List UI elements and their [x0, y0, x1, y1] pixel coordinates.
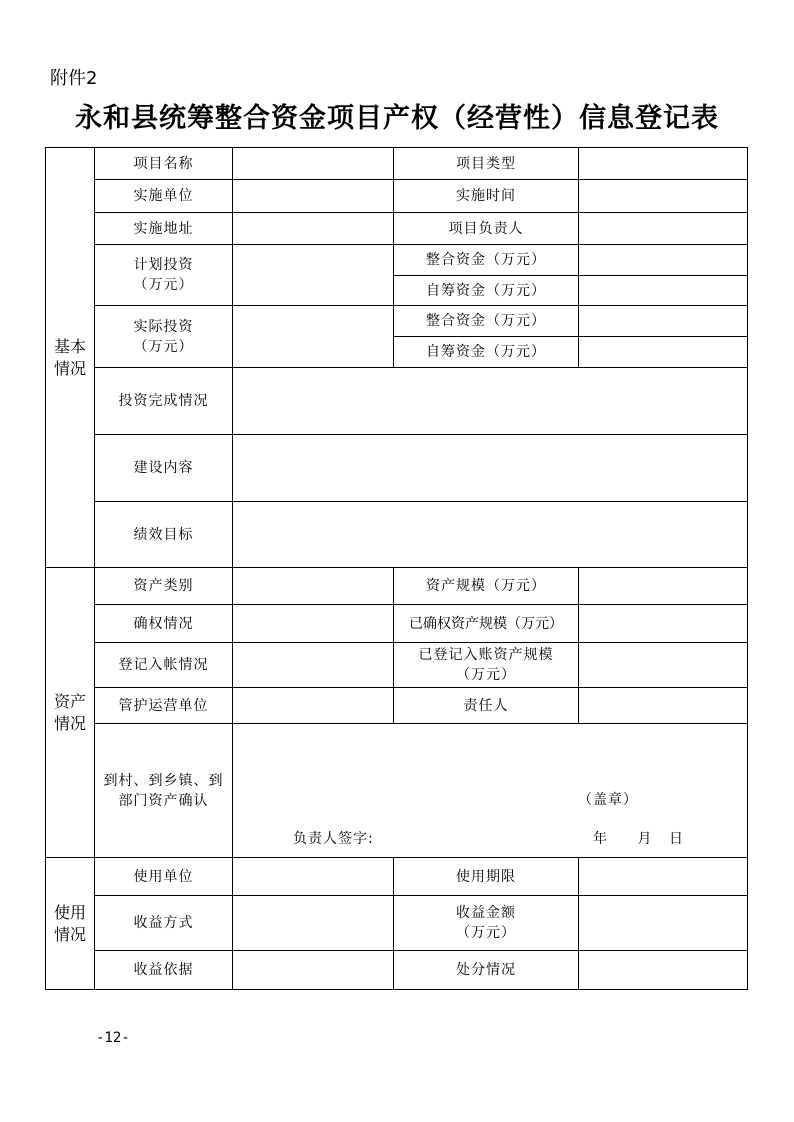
- section-basic: 基本 情况: [46, 148, 95, 568]
- label-impl-unit: 实施单位: [95, 180, 233, 213]
- registration-form-table: [45, 147, 748, 990]
- field-impl-time[interactable]: [579, 180, 747, 213]
- label-confirmation: 到村、到乡镇、到 部门资产确认: [95, 724, 233, 858]
- field-planned-invest[interactable]: [233, 245, 394, 306]
- label-responsible: 责任人: [394, 688, 579, 724]
- date-line: [580, 829, 684, 849]
- field-operator[interactable]: [233, 688, 394, 724]
- form-title: 永和县统筹整合资金项目产权（经营性）信息登记表: [75, 103, 719, 134]
- field-project-name[interactable]: [233, 148, 394, 180]
- field-planned-integrated[interactable]: [579, 245, 747, 276]
- field-impl-address[interactable]: [233, 213, 394, 245]
- field-use-period[interactable]: [579, 858, 747, 896]
- field-disposal[interactable]: [579, 951, 747, 989]
- date-day: 日: [669, 831, 684, 847]
- label-operator: 管护运营单位: [95, 688, 233, 724]
- field-project-leader[interactable]: [579, 213, 747, 245]
- label-planned-integrated: 整合资金（万元）: [394, 245, 579, 276]
- signature-label: 负责人签字:: [293, 831, 374, 847]
- field-user-unit[interactable]: [233, 858, 394, 896]
- field-income-basis[interactable]: [233, 951, 394, 989]
- date-month: 月: [637, 831, 653, 847]
- label-project-leader: 项目负责人: [394, 213, 579, 245]
- label-income-method: 收益方式: [95, 896, 233, 951]
- label-disposal: 处分情况: [394, 951, 579, 989]
- label-rights-status: 确权情况: [95, 605, 233, 643]
- label-project-type: 项目类型: [394, 148, 579, 180]
- field-completion[interactable]: [233, 368, 747, 435]
- label-registered-scale: 已登记入账资产规模 （万元）: [394, 643, 579, 688]
- label-income-amount: 收益金额 （万元）: [394, 896, 579, 951]
- field-rights-scale[interactable]: [579, 605, 747, 643]
- field-actual-self[interactable]: [579, 337, 747, 368]
- field-responsible[interactable]: [579, 688, 747, 724]
- label-actual-invest: 实际投资 （万元）: [95, 306, 233, 368]
- label-completion: 投资完成情况: [95, 368, 233, 435]
- label-planned-invest: 计划投资 （万元）: [95, 245, 233, 306]
- section-usage: 使用 情况: [46, 858, 95, 989]
- label-actual-self: 自筹资金（万元）: [394, 337, 579, 368]
- field-registration[interactable]: [233, 643, 394, 688]
- field-performance[interactable]: [233, 502, 747, 568]
- label-planned-self: 自筹资金（万元）: [394, 276, 579, 306]
- label-construction: 建设内容: [95, 435, 233, 502]
- field-actual-invest[interactable]: [233, 306, 394, 368]
- section-asset: 资产 情况: [46, 568, 95, 858]
- label-impl-time: 实施时间: [394, 180, 579, 213]
- label-performance: 绩效目标: [95, 502, 233, 568]
- field-planned-self[interactable]: [579, 276, 747, 306]
- field-confirmation[interactable]: [233, 724, 747, 858]
- label-actual-integrated: 整合资金（万元）: [394, 306, 579, 337]
- label-income-basis: 收益依据: [95, 951, 233, 989]
- attachment-label: 附件2: [50, 68, 98, 89]
- field-impl-unit[interactable]: [233, 180, 394, 213]
- field-income-method[interactable]: [233, 896, 394, 951]
- page-number: -12-: [96, 1030, 130, 1046]
- field-registered-scale[interactable]: [579, 643, 747, 688]
- label-rights-scale: 已确权资产规模（万元）: [394, 605, 579, 643]
- seal-label: （盖章）: [578, 792, 638, 808]
- field-asset-category[interactable]: [233, 568, 394, 605]
- field-project-type[interactable]: [579, 148, 747, 180]
- label-user-unit: 使用单位: [95, 858, 233, 896]
- date-year: 年: [593, 831, 608, 847]
- field-asset-scale[interactable]: [579, 568, 747, 605]
- label-impl-address: 实施地址: [95, 213, 233, 245]
- label-asset-category: 资产类别: [95, 568, 233, 605]
- label-project-name: 项目名称: [95, 148, 233, 180]
- field-income-amount[interactable]: [579, 896, 747, 951]
- label-registration: 登记入帐情况: [95, 643, 233, 688]
- label-use-period: 使用期限: [394, 858, 579, 896]
- field-actual-integrated[interactable]: [579, 306, 747, 337]
- field-rights-status[interactable]: [233, 605, 394, 643]
- field-construction[interactable]: [233, 435, 747, 502]
- label-asset-scale: 资产规模（万元）: [394, 568, 579, 605]
